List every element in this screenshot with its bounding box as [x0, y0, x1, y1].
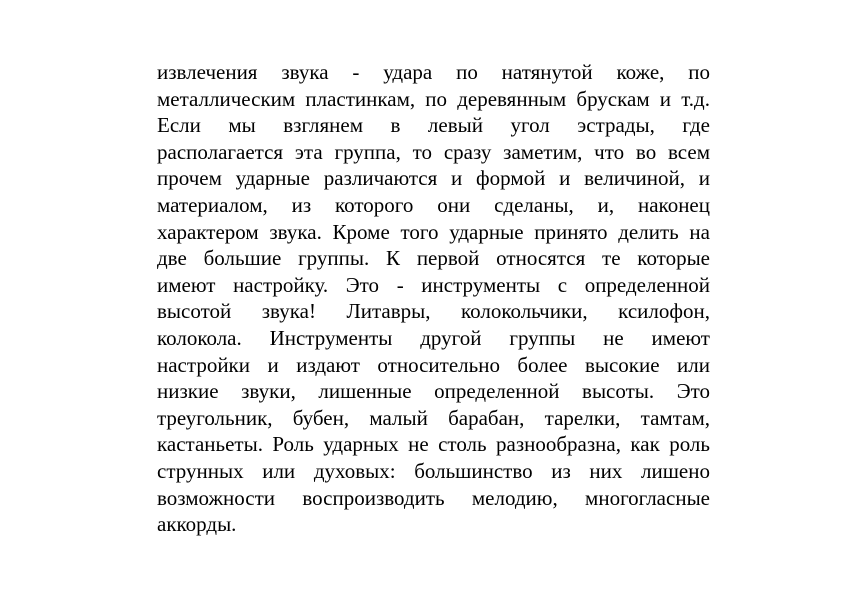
text-line: прочем ударные различаются и формой и величиной, и	[157, 166, 710, 191]
text-line: извлечения звука - удара по натянутой коже, по	[157, 60, 710, 84]
text-line: две большие группы. К первой относятся те которые	[157, 246, 710, 271]
text-line: колокола. Инструменты другой группы не имеют	[157, 325, 710, 350]
text-line: высотой звука! Литавры, колокольчики, ксилофон,	[157, 299, 710, 324]
text-line: струнных или духовых: большинство из них лишено	[157, 458, 710, 483]
text-line: треугольник, бубен, малый барабан, тарелки, тамтам,	[157, 405, 710, 430]
text-line: низкие звуки, лишенные определенной высоты. Это	[157, 379, 710, 404]
body-paragraph	[157, 59, 710, 538]
text-line: кастаньеты. Роль ударных не столь разнообразна, как роль	[157, 432, 710, 457]
text-line: металлическим пластинкам, по деревянным брускам и т.д.	[157, 86, 710, 111]
text-line: Если мы взглянем в левый угол эстрады, где	[157, 113, 710, 138]
text-line: аккорды.	[157, 512, 237, 537]
text-line: характером звука. Кроме того ударные принято делить на	[157, 219, 710, 244]
text-line: настройки и издают относительно более высокие или	[157, 352, 710, 377]
text-line: располагается эта группа, то сразу заметим, что во всем	[157, 139, 710, 164]
text-line: возможности воспроизводить мелодию, многогласные	[157, 485, 710, 510]
text-line: имеют настройку. Это - инструменты с определенной	[157, 272, 710, 297]
text-line: материалом, из которого они сделаны, и, наконец	[157, 192, 710, 217]
